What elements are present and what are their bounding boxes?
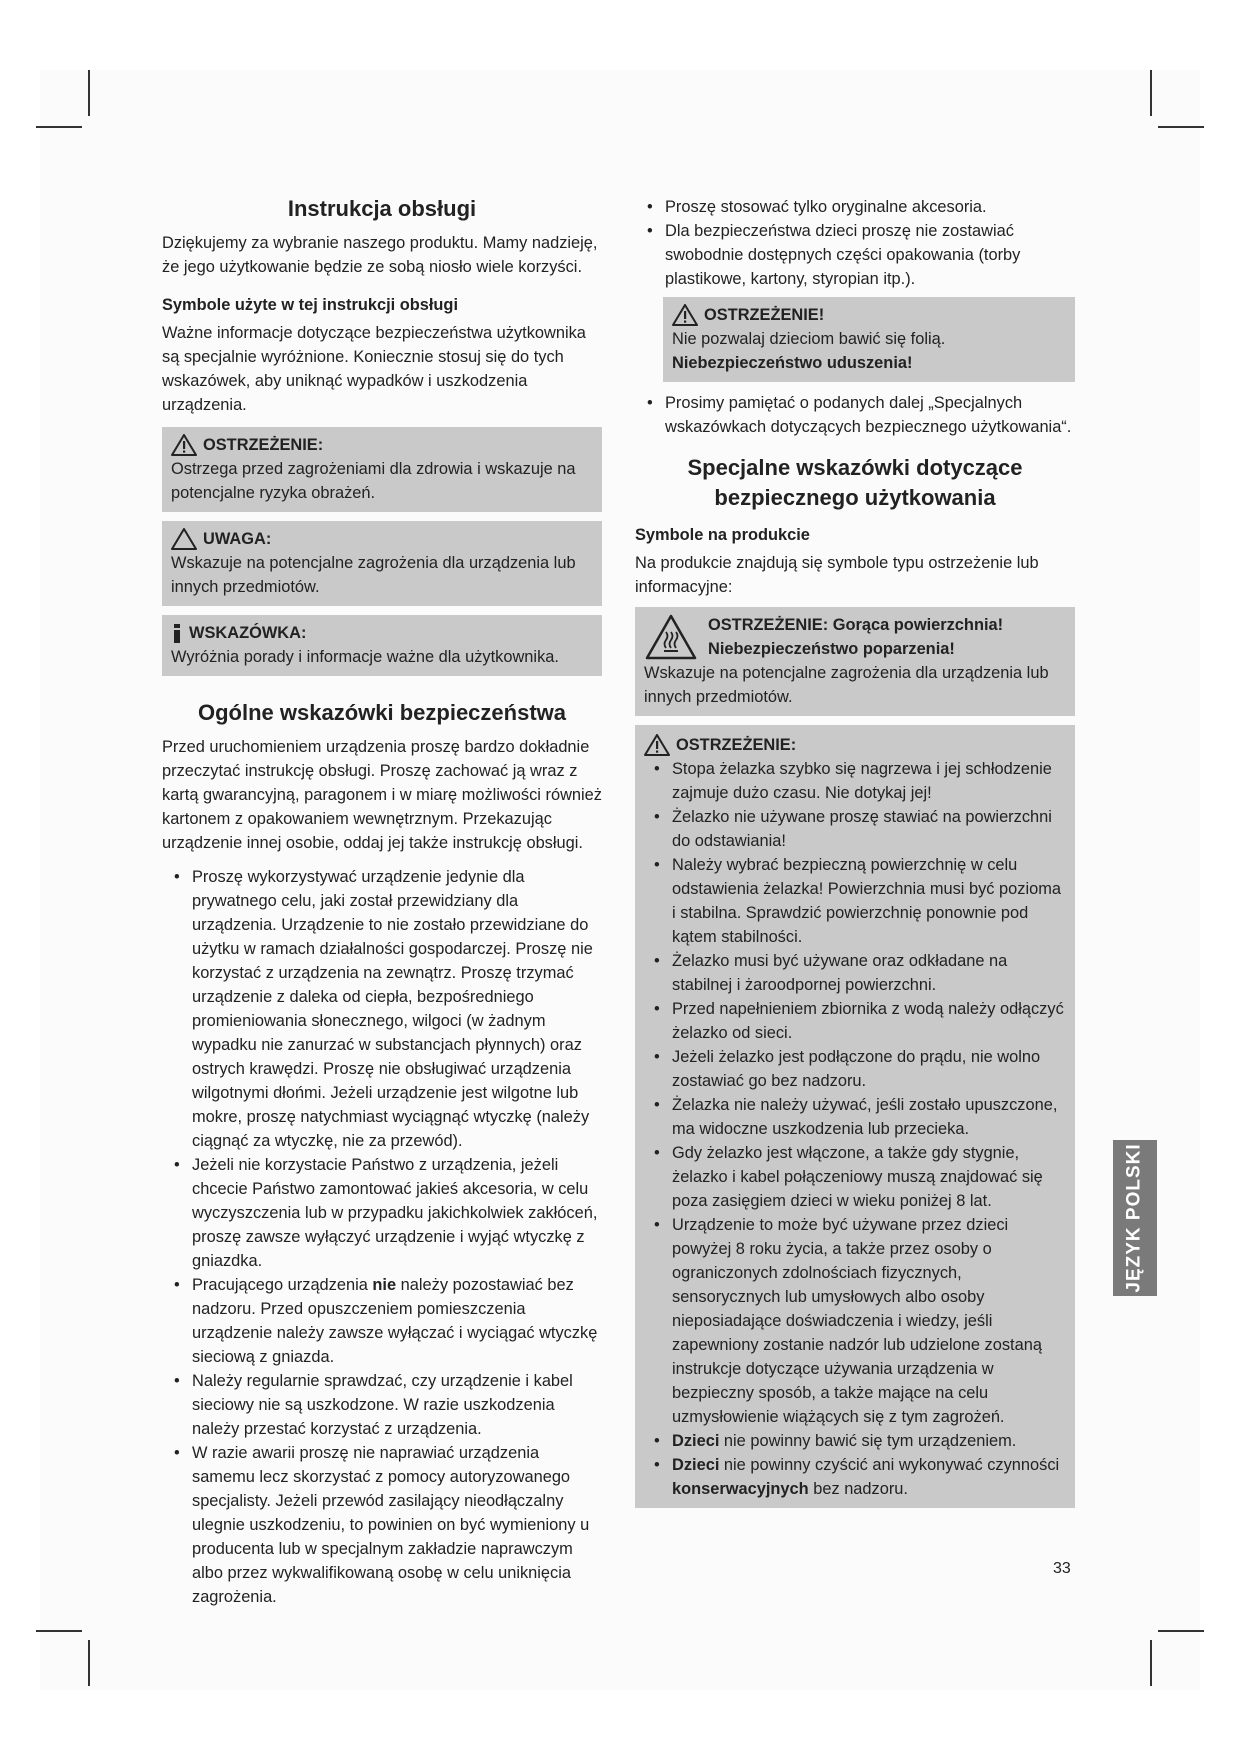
list-item: • Żelazko nie używane proszę stawiać na powierzchni do odstawiania! [644, 805, 1066, 853]
hot-surface-text: Wskazuje na potencjalne zagrożenia dla urządzenia lub innych przedmiotów. [644, 664, 1049, 706]
caution-box [162, 521, 602, 606]
list-item: • Proszę stosować tylko oryginalne akcesoria. [635, 195, 1075, 219]
warning-text: Ostrzega przed zagrożeniami dla zdrowia i wskazuje na potencjalne ryzyka obrażeń. [171, 460, 576, 502]
crop-mark [1150, 1640, 1152, 1686]
foil-warning-text: Nie pozwalaj dzieciom bawić się folią. Niebezpieczeństwo uduszenia! [672, 330, 946, 372]
list-item: • Stopa żelazka szybko się nagrzewa i jej schłodzenie zajmuje dużo czasu. Nie dotykaj jej! [644, 757, 1066, 805]
hint-title: WSKAZÓWKA: [189, 624, 307, 642]
list-item: • Prosimy pamiętać o podanych dalej „Specjalnych wskazówkach dotyczących bezpiecznego użytkowania“. [635, 391, 1075, 439]
list-item: • Pracującego urządzenia nie należy pozostawiać bez nadzoru. Przed opuszczeniem pomieszczenia urządzenie należy zawsze wyłączać i wyciągać wtyczkę sieciową z gniazda. [162, 1273, 602, 1369]
product-symbols-heading: Symbole na produkcie [635, 526, 810, 544]
page-number: 33 [1053, 1560, 1071, 1577]
iron-warning-box [635, 725, 1075, 1508]
product-symbols-text: Na produkcie znajdują się symbole typu ostrzeżenie lub informacyjne: [635, 554, 1039, 596]
intro-paragraph: Dziękujemy za wybranie naszego produktu. Mamy nadzieję, że jego użytkowanie będzie ze sobą niosło wiele korzyści. [162, 234, 598, 276]
hot-surface-title: OSTRZEŻENIE: Gorąca powierzchnia! [708, 616, 1004, 634]
right-column [635, 195, 1075, 1517]
iron-warning-list [644, 757, 1066, 1501]
caution-icon [171, 528, 197, 550]
crop-mark [36, 1630, 82, 1632]
warning-icon [171, 434, 197, 456]
list-item: • W razie awarii proszę nie naprawiać urządzenia samemu lecz skorzystać z pomocy autoryzowanego specjalisty. Jeżeli przewód zasilający nieodłączalny ulegnie uszkodzeniu, to powinien on być wymieniony u producenta lub w specjalnym zakładzie naprawczym albo przez wykwalifikowaną osobę w celu uniknięcia zagrożenia. [162, 1441, 602, 1609]
crop-mark [36, 126, 82, 128]
crop-mark [1158, 1630, 1204, 1632]
iron-warning-title: OSTRZEŻENIE: [676, 736, 797, 754]
warning-icon [644, 734, 670, 756]
list-item: • Jeżeli nie korzystacie Państwo z urządzenia, jeżeli chcecie Państwo zamontować jakieś akcesoria, w celu wyczyszczenia lub w przypadku jakichkolwiek zakłóceń, proszę zawsze wyłączyć urządzenie i wyjąć wtyczkę z gniazdka. [162, 1153, 602, 1273]
list-item: • Gdy żelazko jest włączone, a także gdy stygnie, żelazko i kabel połączeniowy muszą znajdować się poza zasięgiem dzieci w wieku poniżej 8 lat. [644, 1141, 1066, 1213]
caution-title: UWAGA: [203, 530, 272, 548]
hot-surface-icon [644, 613, 698, 661]
hot-surface-box [635, 607, 1075, 716]
list-item: • Żelazka nie należy używać, jeśli zostało upuszczone, ma widoczne uszkodzenia lub przecieka. [644, 1093, 1066, 1141]
language-tab [1113, 1140, 1157, 1296]
hint-box [162, 615, 602, 676]
list-item: • Żelazko musi być używane oraz odkładane na stabilnej i żaroodpornej powierzchni. [644, 949, 1066, 997]
general-safety-heading: Ogólne wskazówki bezpieczeństwa [198, 700, 566, 725]
warning-icon [672, 304, 698, 326]
crop-mark [88, 70, 90, 116]
info-icon [171, 622, 183, 644]
symbols-paragraph: Ważne informacje dotyczące bezpieczeństwa użytkownika są specjalnie wyróżnione. Koniecznie stosuj się do tych wskazówek, aby uniknąć wypadków i uszkodzenia urządzenia. [162, 324, 586, 414]
list-item: • Przed napełnieniem zbiornika z wodą należy odłączyć żelazko od sieci. [644, 997, 1066, 1045]
list-item: • Dla bezpieczeństwa dzieci proszę nie zostawiać swobodnie dostępnych części opakowania (torby plastikowe, kartony, styropian itp.). [635, 219, 1075, 291]
crop-mark [1150, 70, 1152, 116]
crop-mark [88, 1640, 90, 1686]
remember-bullet-list [635, 391, 1075, 439]
general-intro: Przed uruchomieniem urządzenia proszę bardzo dokładnie przeczytać instrukcję obsługi. Proszę zachować ją wraz z kartą gwarancyjną, paragonem i w miarę możliwości również kartonem z opakowaniem wewnętrznym. Przekazując urządzenie innej osobie, oddaj jej także instrukcję obsługi. [162, 738, 602, 852]
list-item: • Dzieci nie powinny bawić się tym urządzeniem. [644, 1429, 1066, 1453]
foil-warning-box [663, 297, 1075, 382]
manual-title: Instrukcja obsługi [287, 196, 477, 221]
language-tab-label: JĘZYK POLSKI [1124, 1143, 1145, 1293]
warning-box [162, 427, 602, 512]
list-item: • Jeżeli żelazko jest podłączone do prądu, nie wolno zostawiać go bez nadzoru. [644, 1045, 1066, 1093]
general-bullet-list [162, 865, 602, 1609]
crop-mark [1158, 126, 1204, 128]
burn-danger-text: Niebezpieczeństwo poparzenia! [708, 640, 955, 658]
list-item: • Urządzenie to może być używane przez dzieci powyżej 8 roku życia, a także przez osoby o ograniczonych zdolnościach fizycznych, sensorycznych lub umysłowych albo osoby nieposiadające doświadczenia i wiedzy, jeśli zapewniony zostanie nadzór lub udzielone zostaną instrukcje dotyczące używania urządzenia w bezpieczny sposób, a także mające na celu uzmysłowienie wiążących się z tym zagrożeń. [644, 1213, 1066, 1429]
special-safety-heading: Specjalne wskazówki dotyczące bezpiecznego użytkowania [687, 455, 1023, 510]
list-item: • Należy wybrać bezpieczną powierzchnię w celu odstawienia żelazka! Powierzchnia musi być pozioma i stabilna. Sprawdzić powierzchnię ponownie pod kątem stabilności. [644, 853, 1066, 949]
caution-text: Wskazuje na potencjalne zagrożenia dla urządzenia lub innych przedmiotów. [171, 554, 576, 596]
list-item: • Należy regularnie sprawdzać, czy urządzenie i kabel sieciowy nie są uszkodzone. W razie uszkodzenia należy przestać korzystać z urządzenia. [162, 1369, 602, 1441]
list-item: • Dzieci nie powinny czyścić ani wykonywać czynności konserwacyjnych bez nadzoru. [644, 1453, 1066, 1501]
symbols-heading: Symbole użyte w tej instrukcji obsługi [162, 296, 458, 314]
hint-text: Wyróżnia porady i informacje ważne dla użytkownika. [171, 648, 559, 666]
foil-warning-title: OSTRZEŻENIE! [704, 306, 825, 324]
warning-title: OSTRZEŻENIE: [203, 436, 324, 454]
list-item: • Proszę wykorzystywać urządzenie jedynie dla prywatnego celu, jaki został przewidziany dla urządzenia. Urządzenie to nie zostało przewidziane do użytku w ramach działalności gospodarczej. Proszę nie korzystać z urządzenia na zewnątrz. Proszę trzymać urządzenie z daleka od ciepła, bezpośredniego promieniowania słonecznego, wilgoci (w żadnym wypadku nie zanurzać w substancjach płynnych) oraz ostrych krawędzi. Proszę nie obsługiwać urządzenia wilgotnymi dłońmi. Jeżeli urządzenie jest wilgotne lub mokre, proszę natychmiast wyciągnąć wtyczkę (należy ciągnąć za wtyczkę, nie za przewód). [162, 865, 602, 1153]
top-bullet-list [635, 195, 1075, 291]
left-column [162, 195, 602, 1609]
